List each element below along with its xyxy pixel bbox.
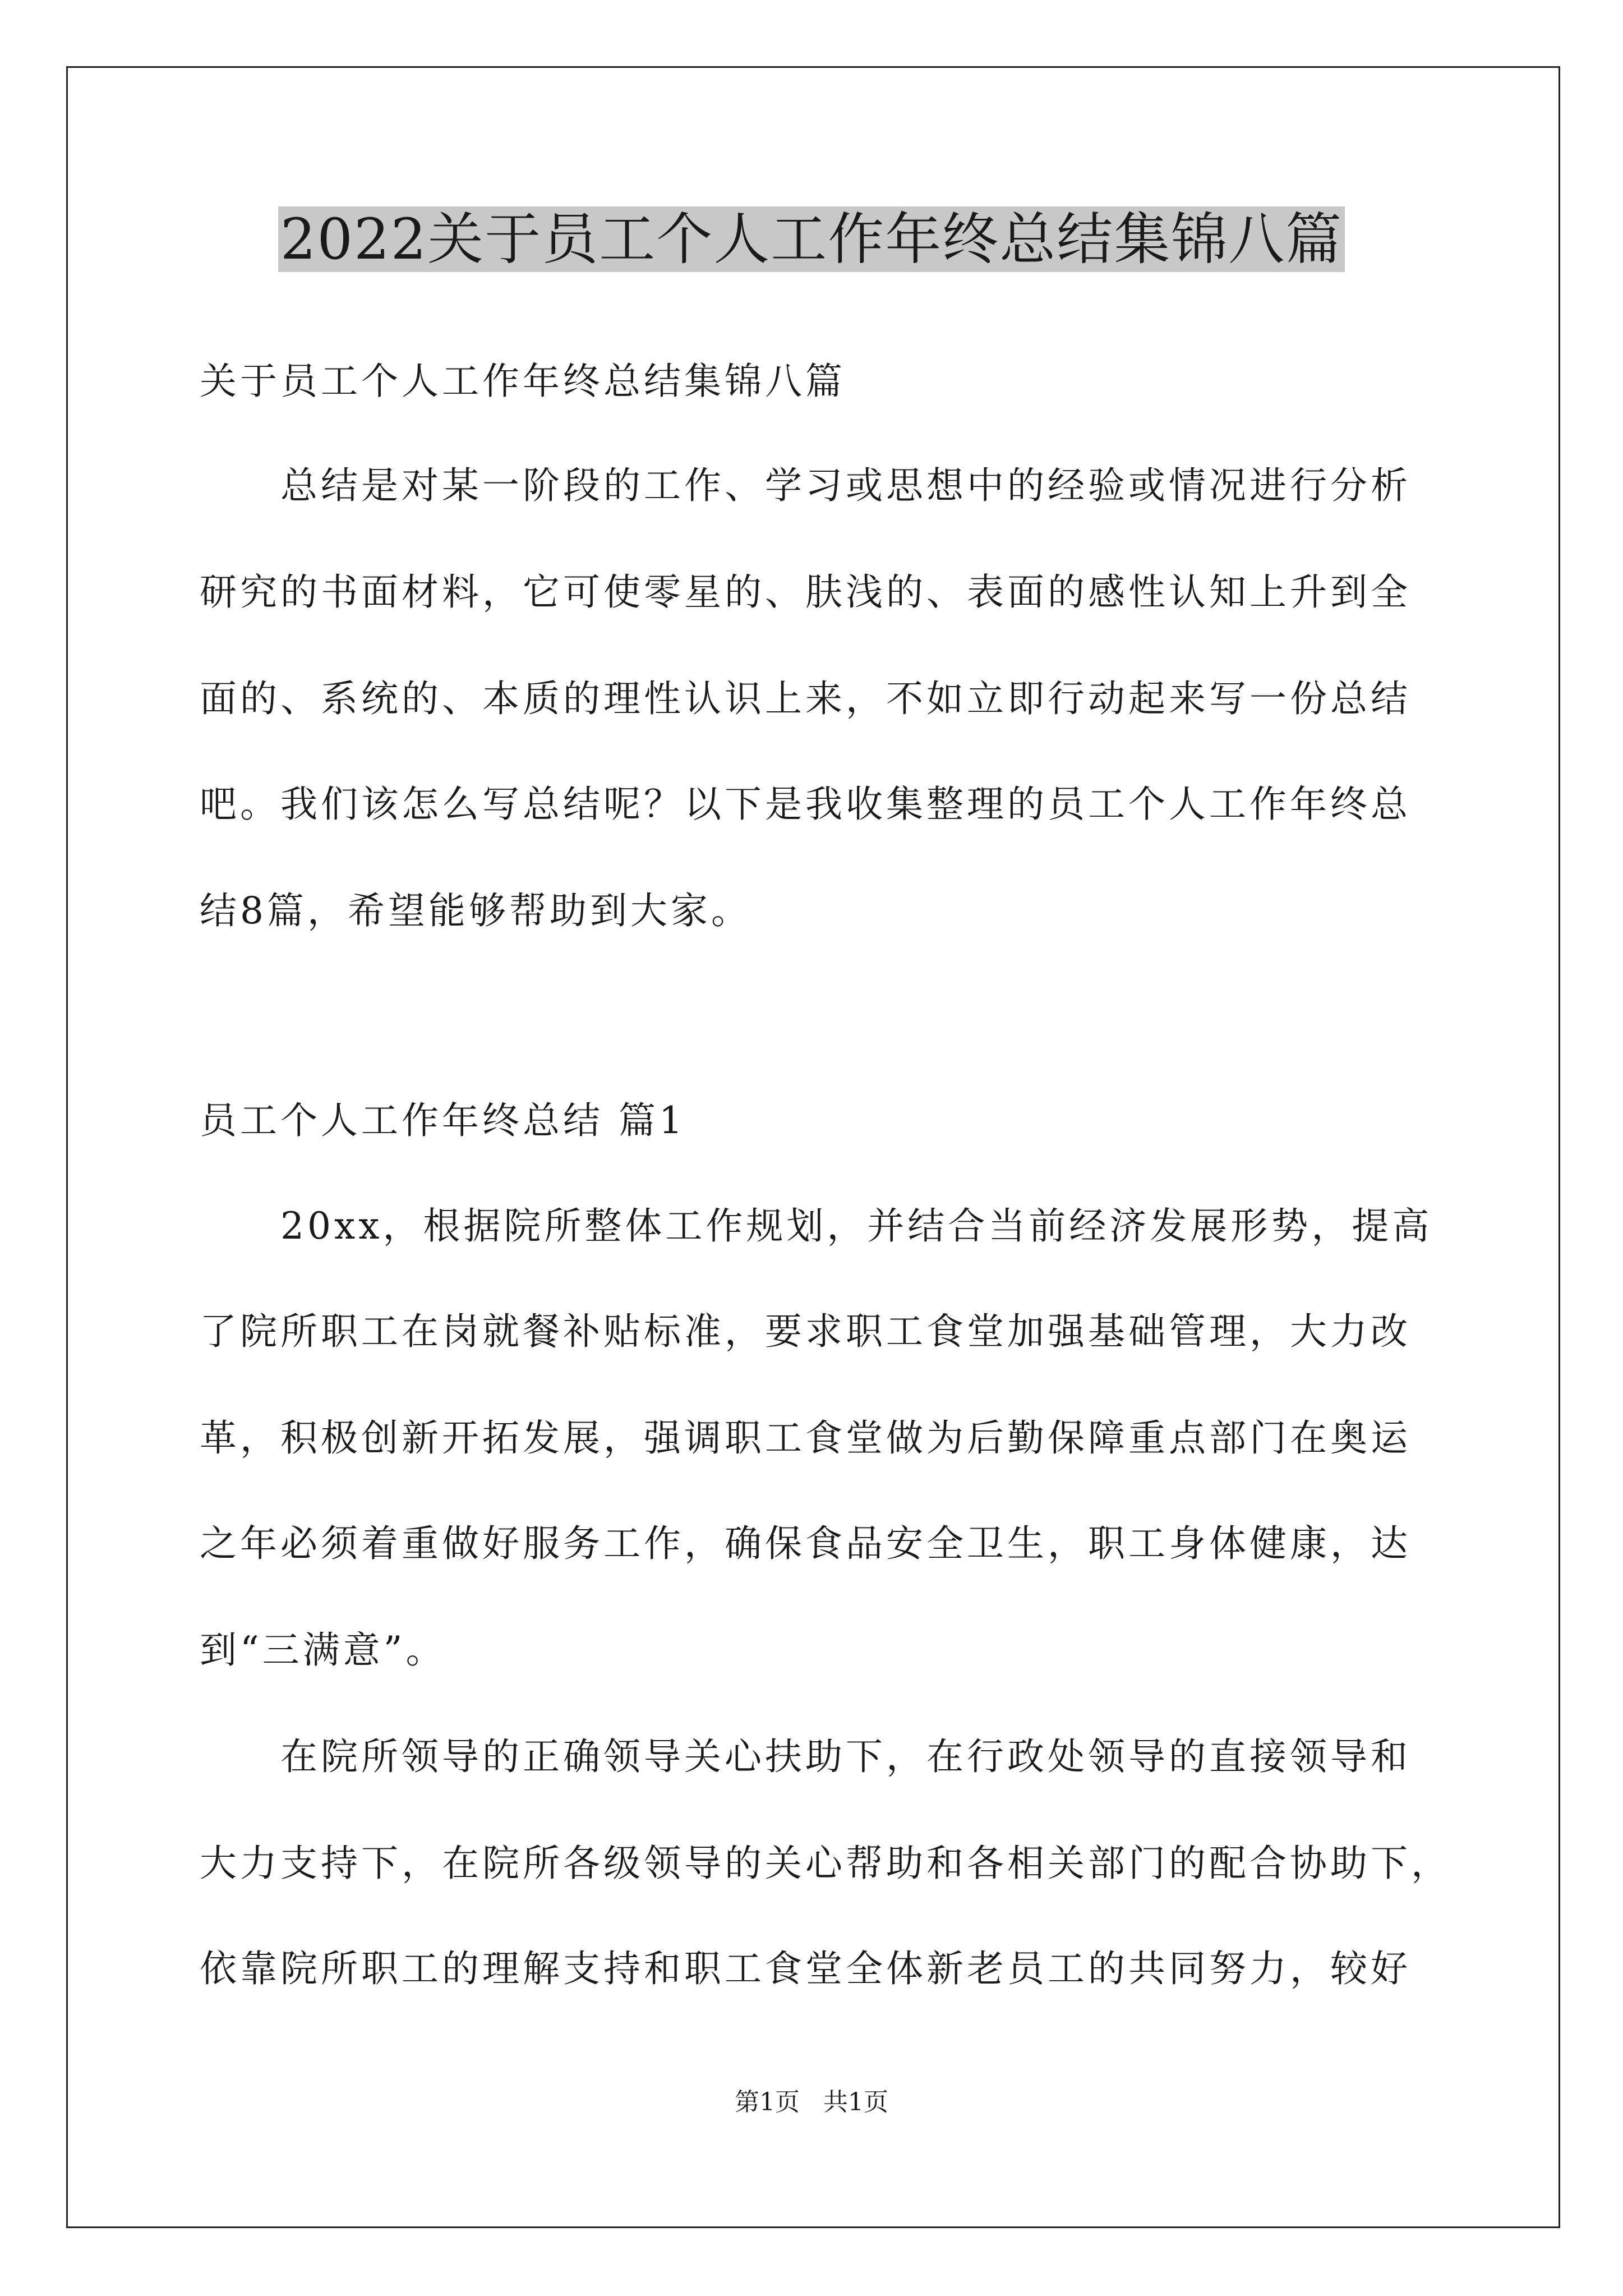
page-footer: [0, 2087, 1623, 2118]
body-line: 大力支持下，在院所各级领导的关心帮助和各相关部门的配合协助下，: [200, 1842, 1451, 1885]
section-heading: 员工个人工作年终总结 篇1: [200, 1099, 686, 1142]
body-line: 之年必须着重做好服务工作，确保食品安全卫生，职工身体健康，达: [200, 1522, 1411, 1565]
body-line: 面的、系统的、本质的理性认识上来，不如立即行动起来写一份总结: [200, 677, 1411, 720]
body-line: 总结是对某一阶段的工作、学习或思想中的经验或情况进行分析: [200, 464, 1411, 507]
page-total: 共1页: [823, 2088, 888, 2116]
body-line: 革，积极创新开拓发展，强调职工食堂做为后勤保障重点部门在奥运: [200, 1416, 1411, 1460]
body-line: 依靠院所职工的理解支持和职工食堂全体新老员工的共同努力，较好: [200, 1947, 1411, 1990]
page-number: 第1页: [735, 2088, 800, 2116]
body-line: 20xx，根据院所整体工作规划，并结合当前经济发展形势，提高: [200, 1204, 1433, 1248]
title-highlight: 2022关于员工个人工作年终总结集锦八篇: [278, 206, 1345, 272]
body-line: 在院所领导的正确领导关心扶助下，在行政处领导的直接领导和: [200, 1735, 1411, 1778]
body-line: 研究的书面材料，它可使零星的、肤浅的、表面的感性认知上升到全: [200, 570, 1411, 614]
document-subtitle: 关于员工个人工作年终总结集锦八篇: [200, 360, 846, 403]
body-line: 了院所职工在岗就餐补贴标准，要求职工食堂加强基础管理，大力改: [200, 1310, 1411, 1353]
document-title: [0, 203, 1623, 276]
body-line: 到“三满意”。: [200, 1628, 446, 1672]
body-line: 结8篇，希望能够帮助到大家。: [200, 889, 751, 932]
body-line: 吧。我们该怎么写总结呢？以下是我收集整理的员工个人工作年终总: [200, 783, 1411, 826]
